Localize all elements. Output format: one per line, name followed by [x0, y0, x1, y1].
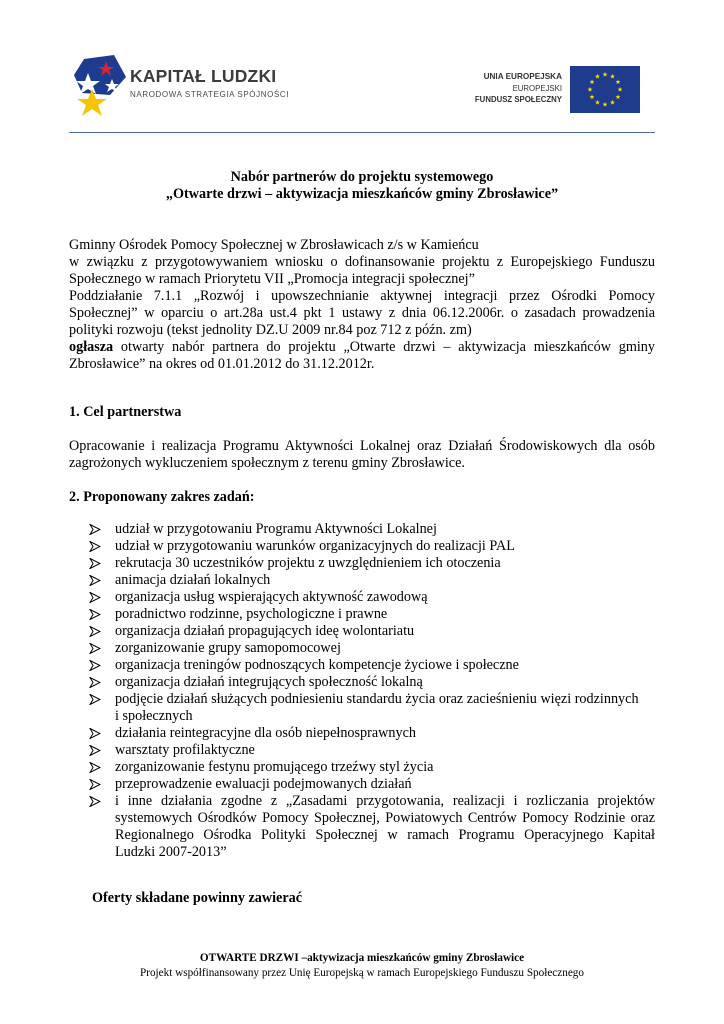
intro-line-3: Społecznego w ramach Priorytetu VII „Promocja integracji społecznej” [69, 271, 475, 287]
eu-flag-icon [570, 66, 640, 113]
intro-line-6: polityki rozwoju (tekst jednolity DZ.U 2009 nr.84 poz 712 z późn. zm) [69, 322, 472, 338]
arrow-bullet-icon [89, 524, 101, 535]
list-item-continuation: Regionalnego Ośrodka Polityki Społecznej w ramach Programu Operacyjnego Kapitał [115, 827, 655, 843]
kapital-ludzki-logo [70, 53, 300, 119]
arrow-bullet-icon [89, 779, 101, 790]
list-item: organizacja działań propagujących ideę wolontariatu [115, 623, 655, 640]
list-item-continuation: systemowych Ośrodków Pomocy Społecznej, Powiatowych Centrów Pomocy Rodzinie oraz [115, 810, 655, 826]
list-item: organizacja treningów podnoszących kompetencje życiowe i społeczne [115, 657, 655, 674]
eu-social-fund-logo [460, 66, 640, 114]
kapital-ludzki-star-icon [70, 53, 128, 119]
list-item-continuation: Ludzki 2007-2013” [115, 844, 227, 860]
intro-line-7-rest: otwarty nabór partnera do projektu „Otwarte drzwi – aktywizacja mieszkańców gminy [113, 339, 655, 355]
arrow-bullet-icon [89, 745, 101, 756]
list-item: udział w przygotowaniu warunków organizacyjnych do realizacji PAL [115, 538, 655, 555]
eu-logo-text [475, 71, 562, 106]
intro-line-1: Gminny Ośrodek Pomocy Społecznej w Zbrosławicach z/s w Kamieńcu [69, 237, 479, 253]
arrow-bullet-icon [89, 558, 101, 569]
intro-line-7 [69, 339, 655, 356]
section-1-line-1: Opracowanie i realizacja Programu Aktywności Lokalnej oraz Działań Środowiskowych dla osób [69, 438, 655, 454]
arrow-bullet-icon [89, 592, 101, 603]
arrow-bullet-icon [89, 643, 101, 654]
intro-line-4: Poddziałanie 7.1.1 „Rozwój i upowszechnianie aktywnej integracji przez Ośrodki Pomocy [69, 288, 655, 304]
page-title-line-2: „Otwarte drzwi – aktywizacja mieszkańców gminy Zbrosławice” [165, 186, 559, 202]
list-item: warsztaty profilaktyczne [115, 742, 655, 759]
list-item-continuation: i społecznych [115, 708, 193, 724]
arrow-bullet-icon [89, 575, 101, 586]
eu-logo-line-3: FUNDUSZ SPOŁECZNY [474, 95, 562, 104]
footer-project-name: OTWARTE DRZWI –aktywizacja mieszkańców gminy Zbrosławice [199, 952, 525, 964]
intro-line-2: w związku z przygotowywaniem wniosku o dofinansowanie projektu z Europejskiego Funduszu [69, 254, 655, 270]
footer-cofinancing-note: Projekt współfinansowany przez Unię Europejską w ramach Europejskiego Funduszu Społecznego [140, 967, 584, 979]
eu-logo-line-2: EUROPEJSKI [512, 83, 562, 93]
arrow-bullet-icon [89, 541, 101, 552]
list-item: organizacja usług wspierających aktywność zawodową [115, 589, 655, 606]
intro-line-5: Społecznej” w oparciu o art.28a ust.4 pkt 1 ustawy z dnia 06.12.2006r. o zasadach prowadzenia [69, 305, 655, 321]
list-item: organizacja działań integrujących społeczność lokalną [115, 674, 655, 691]
section-1-line-2: zagrożonych wykluczeniem społecznym z terenu gminy Zbrosławice. [69, 455, 465, 471]
arrow-bullet-icon [89, 660, 101, 671]
list-item: animacja działań lokalnych [115, 572, 655, 589]
intro-line-8: Zbrosławice” na okres od 01.01.2012 do 31.12.2012r. [69, 356, 375, 372]
header-divider [69, 132, 655, 133]
offers-heading: Oferty składane powinny zawierać [92, 890, 303, 906]
arrow-bullet-icon [89, 796, 101, 807]
arrow-bullet-icon [89, 694, 101, 705]
eu-logo-line-1: UNIA EUROPEJSKA [483, 72, 562, 81]
list-item: zorganizowanie festynu promującego trzeźwy styl życia [115, 759, 655, 776]
section-2-heading: 2. Proponowany zakres zadań: [69, 489, 255, 505]
list-item: i inne działania zgodne z „Zasadami przygotowania, realizacji i rozliczania projektów [115, 793, 655, 810]
announces-keyword: ogłasza [69, 339, 114, 355]
list-item: zorganizowanie grupy samopomocowej [115, 640, 655, 657]
arrow-bullet-icon [89, 626, 101, 637]
section-1-heading: 1. Cel partnerstwa [69, 404, 182, 420]
arrow-bullet-icon [89, 762, 101, 773]
arrow-bullet-icon [89, 728, 101, 739]
kapital-ludzki-title: KAPITAŁ LUDZKI [130, 66, 277, 86]
list-item: podjęcie działań służących podniesieniu standardu życia oraz zacieśnieniu więzi rodzinnych [115, 691, 655, 708]
list-item: przeprowadzenie ewaluacji podejmowanych działań [115, 776, 655, 793]
page-title-line-1: Nabór partnerów do projektu systemowego [230, 169, 494, 185]
kapital-ludzki-subtitle: NARODOWA STRATEGIA SPÓJNOŚCI [130, 90, 290, 99]
list-item: udział w przygotowaniu Programu Aktywności Lokalnej [115, 521, 655, 538]
arrow-bullet-icon [89, 609, 101, 620]
arrow-bullet-icon [89, 677, 101, 688]
list-item: rekrutacja 30 uczestników projektu z uwzględnieniem ich otoczenia [115, 555, 655, 572]
list-item: poradnictwo rodzinne, psychologiczne i prawne [115, 606, 655, 623]
list-item: działania reintegracyjne dla osób niepełnosprawnych [115, 725, 655, 742]
